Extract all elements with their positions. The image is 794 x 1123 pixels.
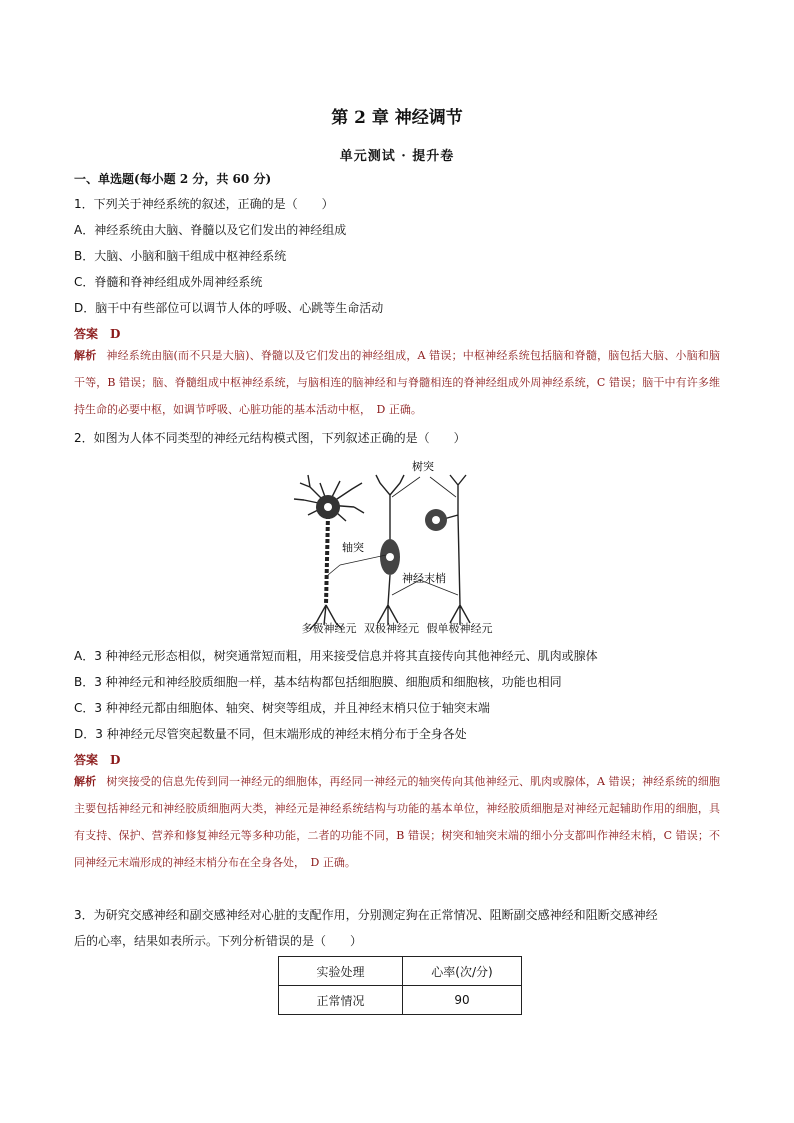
- page-title: 第 2 章 神经调节: [331, 108, 463, 128]
- table-header-row: [279, 957, 522, 986]
- answer-value: D: [110, 327, 121, 341]
- label-axon: 轴突: [342, 541, 364, 554]
- figure-caption: [0, 620, 794, 636]
- q1-explanation: [74, 342, 720, 423]
- q2-stem: 2．如图为人体不同类型的神经元结构模式图，下列叙述正确的是（ ）: [74, 431, 466, 445]
- caption-multipolar: 多极神经元: [301, 622, 357, 635]
- caption-bipolar: 双极神经元: [364, 622, 419, 635]
- q2-option-a: A．3 种神经元形态相似，树突通常短而粗，用来接受信息并将其直接传向其他神经元、肌肉或腺体: [74, 649, 598, 663]
- q1-answer: [74, 325, 120, 342]
- table-row: [279, 986, 522, 1015]
- answer-value: D: [110, 753, 121, 767]
- q1-option-a: A．神经系统由大脑、脊髓以及它们发出的神经组成: [74, 223, 347, 237]
- q2-explanation: [74, 768, 720, 876]
- q1-option-b: B．大脑、小脑和脑干组成中枢神经系统: [74, 249, 287, 263]
- section-heading: 一、单选题(每小题 2 分，共 60 分): [74, 172, 272, 186]
- q2-option-b: B．3 种神经元和神经胶质细胞一样，基本结构都包括细胞膜、细胞质和细胞核，功能也相同: [74, 675, 562, 689]
- explanation-text: 神经系统由脑(而不只是大脑)、脊髓以及它们发出的神经组成，A 错误；中枢神经系统包括脑和脊髓，脑包括大脑、小脑和脑干等，B 错误；脑、脊髓组成中枢神经系统，与脑相连的脑神经和与脊髓相连的脊神经组成外周神经系统，C 错误；脑干中有许多维持生命的必要中枢，如调节呼吸、心脏功能的基本活动中枢， D 正确。: [74, 349, 720, 416]
- q1-option-c: C．脊髓和脊神经组成外周神经系统: [74, 275, 263, 289]
- table-cell: 正常情况: [279, 986, 403, 1015]
- pseudounipolar-neuron: [440, 475, 470, 625]
- label-nerve-terminal: 神经末梢: [402, 572, 446, 585]
- page-subtitle: 单元测试 · 提升卷: [339, 149, 455, 164]
- table-header-cell: 心率(次/分): [403, 957, 522, 986]
- answer-label: 答案: [74, 753, 99, 767]
- q1-stem: 1．下列关于神经系统的叙述，正确的是（ ）: [74, 197, 334, 211]
- table-header-cell: 实验处理: [279, 957, 403, 986]
- explanation-label: 解析: [74, 349, 97, 362]
- q3-stem-line1: 3．为研究交感神经和副交感神经对心脏的支配作用，分别测定狗在正常情况、阻断副交感神经和阻断交感神经: [74, 908, 658, 922]
- label-dendrite: 树突: [412, 460, 434, 473]
- q1-option-d: D．脑干中有些部位可以调节人体的呼吸、心跳等生命活动: [74, 301, 384, 315]
- table-cell: 90: [403, 986, 522, 1015]
- answer-label: 答案: [74, 327, 99, 341]
- explanation-text: 树突接受的信息先传到同一神经元的细胞体，再经同一神经元的轴突传向其他神经元、肌肉或腺体，A 错误；神经系统的细胞主要包括神经元和神经胶质细胞两大类，神经元是神经系统结构与功能的基本单位，神经胶质细胞是对神经元起辅助作用的细胞，具有支持、保护、营养和修复神经元等多种功能，二者的功能不同，B 错误；树突和轴突末端的细小分支都叫作神经末梢，C 错误；不同神经元末端形成的神经末梢分布在全身各处， D 正确。: [74, 775, 721, 869]
- q2-answer: [74, 751, 120, 768]
- neuron-diagram: [280, 455, 520, 645]
- heart-rate-table: [278, 956, 522, 1015]
- q3-stem-line2: 后的心率，结果如表所示。下列分析错误的是（ ）: [74, 934, 363, 948]
- caption-pseudounipolar: 假单极神经元: [426, 622, 493, 635]
- explanation-label: 解析: [74, 775, 97, 788]
- q2-option-c: C．3 种神经元都由细胞体、轴突、树突等组成，并且神经末梢只位于轴突末端: [74, 701, 490, 715]
- q2-option-d: D．3 种神经元尽管突起数量不同，但末端形成的神经末梢分布于全身各处: [74, 727, 467, 741]
